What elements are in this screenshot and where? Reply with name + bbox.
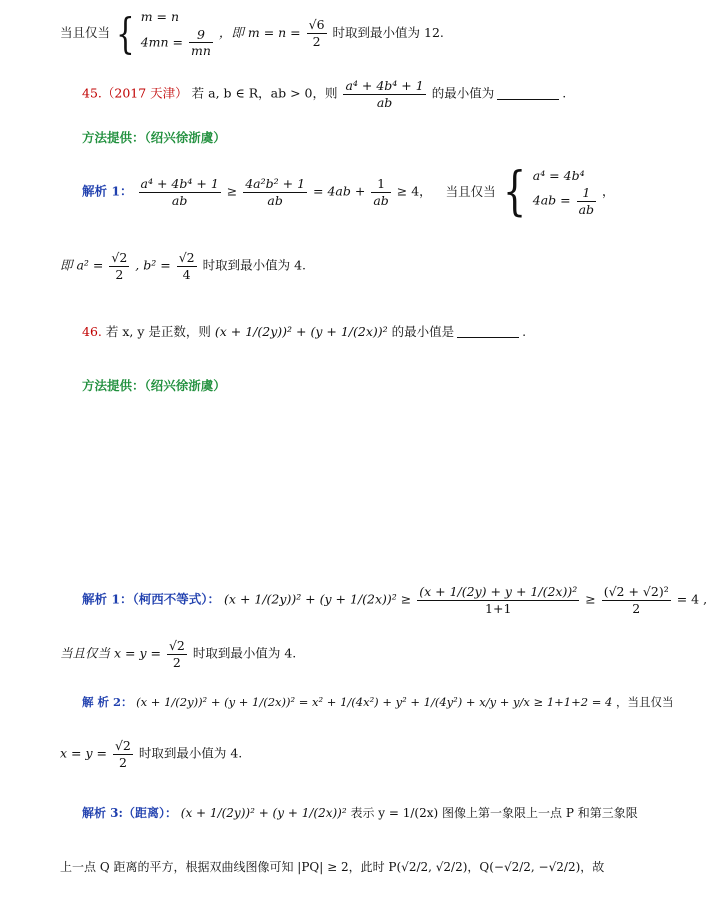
answer-blank (457, 337, 519, 338)
question-45 (82, 78, 566, 110)
solution-tail: ，当且仅当 (615, 695, 674, 709)
frac-a (109, 250, 129, 282)
question-end: . (522, 324, 527, 339)
frac-den: 2 (118, 754, 127, 770)
method-provider: 方法提供：（绍兴徐浙虞） (82, 130, 226, 145)
solution-label: 解析 1：（柯西不等式）： (82, 591, 221, 607)
frac-den: mn (191, 43, 211, 59)
frac-num: √6 (308, 17, 325, 33)
question-expr (343, 78, 425, 110)
method-provider-2: 方法提供：（绍兴徐浙虞） (82, 378, 226, 393)
solution-label: 解析 3:（距离）： (82, 806, 177, 820)
frac-den: ab (578, 201, 595, 217)
solution-text: 表示 y = 1/(2x) 图像上第一象限上一点 P 和第三象限 (350, 806, 638, 820)
value-frac (307, 17, 327, 49)
solution-46-2 (82, 694, 673, 710)
tail-a: 当且仅当 x = y = (60, 645, 161, 661)
equals-part: = 4ab + (313, 183, 366, 199)
solution-46-3 (82, 804, 638, 821)
frac-1 (139, 176, 221, 208)
frac-2 (243, 176, 307, 208)
geq-four: ≥ 4， (396, 183, 432, 199)
tail-a: x = y = (60, 745, 107, 761)
cauchy-right-frac (602, 584, 671, 616)
solution-46-3-tail (60, 858, 604, 875)
question-number: 45.（2017 天津） (82, 85, 188, 101)
condition-2-frac (189, 27, 213, 59)
question-stem-a: 若 a, b ∈ R，ab > 0，则 (191, 85, 338, 101)
intro-after: ，即 m = n = (218, 25, 301, 40)
solution-label: 解 析 2： (82, 695, 133, 709)
question-stem-b: 的最小值是 (391, 324, 455, 339)
condition-stack (141, 8, 215, 59)
comma: ， (602, 183, 615, 199)
geq-sign: ≥ (585, 591, 596, 607)
tail-text: 时取到最小值为 4. (202, 257, 306, 273)
frac-num: (√2 + √2)² (603, 584, 669, 599)
condition-2-lhs: 4ab = (532, 192, 571, 208)
frac-num: 1 (371, 176, 390, 193)
frac-num: a⁴ + 4b⁴ + 1 (345, 78, 424, 93)
condition-stack (533, 167, 598, 218)
frac-den: 2 (312, 34, 321, 49)
frac-den: 2 (632, 600, 641, 616)
solution-46-2-tail (60, 738, 242, 770)
geq-sign: ≥ (226, 183, 238, 199)
frac-num: 1 (577, 185, 596, 202)
frac-num: (x + 1/(2y) + y + 1/(2x))² (419, 584, 578, 599)
cauchy-lhs: (x + 1/(2y))² + (y + 1/(2x))² ≥ (224, 591, 412, 607)
question-number: 46. (82, 324, 102, 339)
question-46 (82, 322, 526, 340)
frac-den: 2 (172, 654, 181, 670)
solution-45-tail (60, 250, 306, 282)
condition-2-frac (577, 185, 596, 217)
frac-den: 1+1 (485, 600, 512, 616)
question-end: . (562, 85, 567, 101)
value-frac (113, 738, 133, 770)
frac-num: √2 (168, 638, 185, 653)
condition-1: a⁴ = 4b⁴ (532, 167, 585, 183)
frac-num: √2 (178, 250, 195, 265)
question-stem-a: 若 x, y 是正数，则 (105, 324, 211, 339)
frac-den: ab (171, 192, 188, 208)
frac-num: 9 (189, 27, 213, 44)
result: = 4 , (676, 591, 707, 607)
cauchy-mid-frac (417, 584, 579, 616)
frac-num: a⁴ + 4b⁴ + 1 (140, 175, 219, 191)
value-frac (167, 638, 187, 670)
answer-blank (497, 99, 559, 100)
frac-b (177, 250, 197, 282)
frac-den: 4 (182, 266, 191, 282)
solution-body: (x + 1/(2y))² + (y + 1/(2x))² = x² + 1/(4x²) + y² + 1/(4y²) + x/y + y/x ≥ 1+1+2 = 4 (136, 695, 613, 709)
frac-den: ab (373, 192, 389, 208)
solution-46-1 (82, 584, 707, 616)
intro-line (60, 8, 444, 59)
tail-text: 时取到最小值为 4. (192, 645, 297, 661)
condition-1: m = n (140, 9, 180, 24)
intro-prefix: 当且仅当 (60, 25, 111, 40)
frac-num: √2 (111, 250, 128, 265)
left-brace: { (116, 8, 135, 58)
frac-den: 2 (115, 266, 124, 282)
frac-num: 4a²b² + 1 (245, 175, 306, 191)
condition-2-lhs: 4mn = (140, 34, 184, 50)
condition-prefix: 当且仅当 (445, 183, 496, 199)
frac-den: ab (267, 192, 283, 208)
left-brace: { (502, 162, 526, 222)
frac-3 (371, 176, 390, 208)
tail-b: , b² = (135, 257, 171, 273)
solution-tail-text: 上一点 Q 距离的平方，根据双曲线图像可知 |PQ| ≥ 2，此时 P(√2/2, √2/2)，Q(−√2/2, −√2/2)，故 (60, 860, 605, 874)
tail-text: 时取到最小值为 4. (138, 745, 243, 761)
solution-45 (82, 162, 615, 222)
question-expr: (x + 1/(2y))² + (y + 1/(2x))² (214, 324, 388, 339)
intro-tail: 时取到最小值为 12. (332, 25, 444, 40)
solution-label: 解析 1： (82, 183, 133, 199)
frac-num: √2 (114, 738, 131, 753)
solution-expr: (x + 1/(2y))² + (y + 1/(2x))² (180, 806, 347, 820)
frac-den: ab (376, 94, 393, 110)
question-stem-b: 的最小值为 (431, 85, 495, 101)
tail-a: 即 a² = (60, 257, 104, 273)
solution-46-1-tail (60, 638, 296, 670)
